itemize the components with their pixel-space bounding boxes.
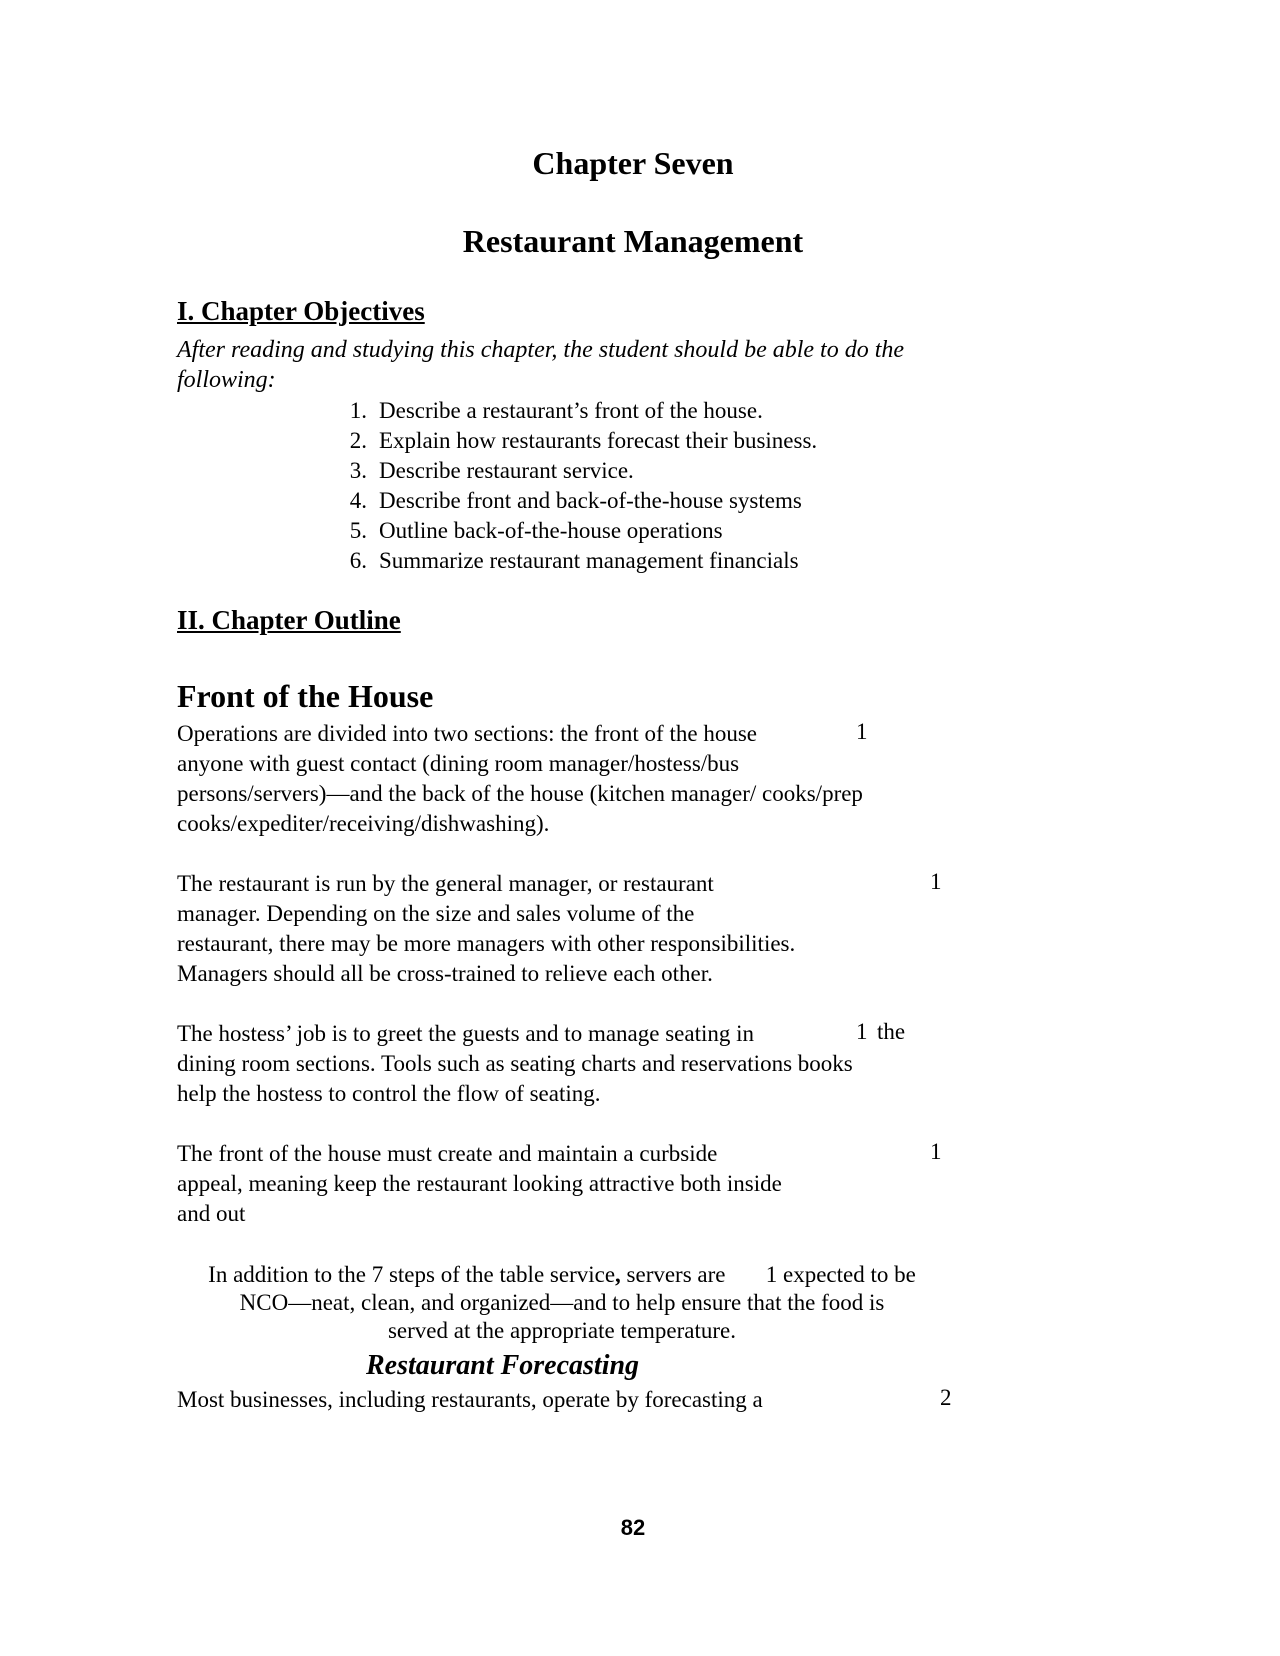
paragraph-line: appeal, meaning keep the restaurant looking attractive both inside bbox=[177, 1171, 782, 1196]
paragraph-line: persons/servers)—and the back of the house (kitchen manager/ cooks/prep bbox=[177, 781, 863, 806]
paragraph-hostess bbox=[177, 1019, 853, 1109]
paragraph-line: Operations are divided into two sections: the front of the house bbox=[177, 721, 757, 746]
list-item bbox=[322, 456, 817, 486]
list-item-number: 4. bbox=[349, 488, 367, 513]
list-item bbox=[322, 426, 817, 456]
service-line: served at the appropriate temperature. bbox=[387, 1318, 737, 1343]
front-of-house-heading: Front of the House bbox=[177, 678, 434, 714]
paragraph-line: cooks/expediter/receiving/dishwashing). bbox=[177, 811, 550, 836]
list-item-text: Outline back-of-the-house operations bbox=[379, 518, 723, 543]
service-text: expected to be bbox=[783, 1262, 916, 1287]
list-item-text: Describe restaurant service. bbox=[379, 458, 634, 483]
chapter-number: Chapter Seven bbox=[532, 145, 734, 181]
objectives-intro: After reading and studying this chapter, the student should be able to do the following: bbox=[177, 337, 905, 393]
paragraph-service bbox=[177, 1261, 947, 1345]
objective-reference: 2 bbox=[940, 1385, 952, 1410]
objective-reference: 1 bbox=[930, 869, 942, 894]
paragraph-line: The restaurant is run by the general manager, or restaurant bbox=[177, 871, 714, 896]
paragraph-manager bbox=[177, 869, 795, 989]
objectives-heading: I. Chapter Objectives bbox=[177, 296, 425, 326]
paragraph-curbside bbox=[177, 1139, 782, 1229]
list-item-number: 6. bbox=[349, 548, 367, 573]
paragraph-line: restaurant, there may be more managers with other responsibilities. bbox=[177, 931, 796, 956]
paragraph-line: and out bbox=[177, 1201, 246, 1226]
paragraph-line: The hostess’ job is to greet the guests and to manage seating in bbox=[177, 1021, 754, 1046]
list-item-text: Describe front and back-of-the-house systems bbox=[379, 488, 802, 513]
list-item bbox=[322, 516, 817, 546]
paragraph-trailing-word: the bbox=[877, 1019, 906, 1044]
paragraph-forecasting bbox=[177, 1385, 763, 1415]
forecasting-heading: Restaurant Forecasting bbox=[366, 1350, 640, 1381]
list-item-number: 3. bbox=[349, 458, 367, 483]
list-item-number: 2. bbox=[349, 428, 367, 453]
service-line: NCO—neat, clean, and organized—and to help ensure that the food is bbox=[239, 1290, 885, 1315]
chapter-title: Restaurant Management bbox=[462, 223, 804, 259]
list-item-number: 1. bbox=[349, 398, 367, 423]
list-item bbox=[322, 486, 817, 516]
paragraph-line: Managers should all be cross-trained to relieve each other. bbox=[177, 961, 713, 986]
list-item bbox=[322, 396, 817, 426]
list-item-text: Summarize restaurant management financials bbox=[379, 548, 799, 573]
objective-reference: 1 bbox=[930, 1139, 942, 1164]
paragraph-line: The front of the house must create and maintain a curbside bbox=[177, 1141, 718, 1166]
paragraph-line: Most businesses, including restaurants, operate by forecasting a bbox=[177, 1387, 763, 1412]
paragraph-operations bbox=[177, 719, 863, 839]
service-text: In addition to the 7 steps of the table service bbox=[208, 1262, 616, 1287]
objectives-list bbox=[322, 396, 817, 576]
objective-reference: 1 bbox=[856, 1019, 868, 1044]
page-number: 82 bbox=[620, 1515, 646, 1540]
objective-reference: 1 bbox=[765, 1262, 778, 1287]
service-text: servers are bbox=[620, 1262, 726, 1287]
paragraph-line: help the hostess to control the flow of seating. bbox=[177, 1081, 601, 1106]
objective-reference: 1 bbox=[856, 719, 868, 744]
list-item-number: 5. bbox=[349, 518, 367, 543]
list-item bbox=[322, 546, 817, 576]
paragraph-line: anyone with guest contact (dining room manager/hostess/bus bbox=[177, 751, 740, 776]
list-item-text: Describe a restaurant’s front of the house. bbox=[379, 398, 763, 423]
service-line bbox=[177, 1261, 947, 1289]
list-item-text: Explain how restaurants forecast their business. bbox=[379, 428, 818, 453]
paragraph-line: manager. Depending on the size and sales volume of the bbox=[177, 901, 695, 926]
service-comma: , bbox=[615, 1262, 621, 1287]
paragraph-line: dining room sections. Tools such as seating charts and reservations books bbox=[177, 1051, 853, 1076]
outline-heading: II. Chapter Outline bbox=[177, 605, 401, 635]
